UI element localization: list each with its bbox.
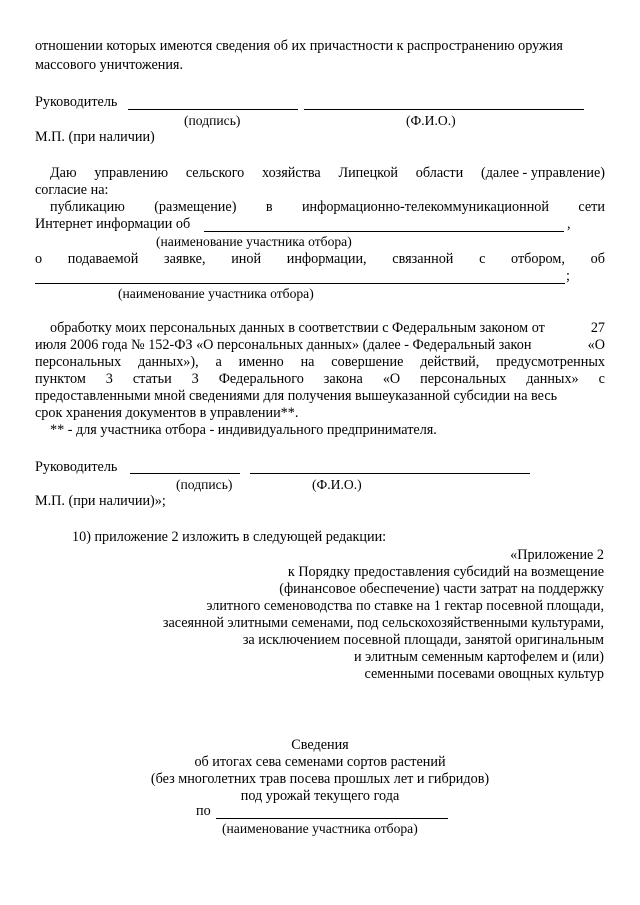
signature-caption-2: (подпись) xyxy=(176,477,233,492)
signature-line xyxy=(128,109,298,110)
personal-data-line-5: предоставленными мной сведениями для получения вышеуказанной субсидии на весь xyxy=(35,388,558,404)
consent-line-2: согласие на: xyxy=(35,182,109,198)
appendix-header-line: к Порядку предоставления субсидий на возмещение xyxy=(287,564,604,580)
appendix-header-line: за исключением посевной площади, занятой оригинальным xyxy=(242,632,604,648)
report-title-line: (без многолетних трав посева прошлых лет и гибридов) xyxy=(150,771,490,787)
participant-caption-1: (наименование участника отбора) xyxy=(156,234,352,249)
amendment-text: 10) приложение 2 изложить в следующей редакции: xyxy=(72,529,387,545)
participant-name-line-3 xyxy=(216,818,448,819)
participant-name-line xyxy=(204,231,564,232)
personal-data-line-1: обработку моих персональных данных в соответствии с Федеральным законом от 27 xyxy=(50,320,605,336)
appendix-header-line: и элитным семенным картофелем и (или) xyxy=(353,649,604,665)
appendix-header-line: «Приложение 2 xyxy=(510,547,604,563)
stamp-note-2: М.П. (при наличии)»; xyxy=(35,493,166,509)
report-title: Сведения xyxy=(291,737,349,753)
continuation-line-2: массового уничтожения. xyxy=(35,57,184,73)
appendix-header-line: семенными посевами овощных культур xyxy=(364,666,604,682)
participant-caption-2: (наименование участника отбора) xyxy=(118,286,314,301)
po-label: по xyxy=(196,803,211,819)
consent-line-1: Даю управлению сельского хозяйства Липецкой области (далее - управление) xyxy=(50,165,605,181)
fio-caption-2: (Ф.И.О.) xyxy=(312,477,362,492)
continuation-line-1: отношении которых имеются сведения об их причастности к распространению оружия xyxy=(35,38,563,54)
consent-line-3: публикацию (размещение) в информационно-телекоммуникационной сети xyxy=(50,199,605,215)
appendix-header-line: (финансовое обеспечение) части затрат на поддержку xyxy=(279,581,604,597)
signature-line-2 xyxy=(130,473,240,474)
head-label: Руководитель xyxy=(35,94,118,110)
signature-caption: (подпись) xyxy=(184,113,241,128)
participant-name-line-2 xyxy=(35,283,565,284)
personal-data-line-4: пунктом 3 статьи 3 Федерального закона «О персональных данных» с xyxy=(35,371,605,387)
report-title-line: об итогах сева семенами сортов растений xyxy=(194,754,446,770)
consent-line-4: Интернет информации об xyxy=(35,216,191,232)
report-title-line: под урожай текущего года xyxy=(240,788,400,804)
appendix-header-line: элитного семеноводства по ставке на 1 гектар посевной площади, xyxy=(206,598,604,614)
participant-caption-3: (наименование участника отбора) xyxy=(222,821,418,836)
stamp-note: М.П. (при наличии) xyxy=(35,129,155,145)
personal-data-line-3: персональных данных»), а именно на совершение действий, предусмотренных xyxy=(35,354,605,370)
fio-line xyxy=(304,109,584,110)
fio-line-2 xyxy=(250,473,530,474)
fio-caption: (Ф.И.О.) xyxy=(406,113,456,128)
appendix-header-line: засеянной элитными семенами, под сельскохозяйственными культурами, xyxy=(162,615,604,631)
footnote: ** - для участника отбора - индивидуального предпринимателя. xyxy=(50,422,437,438)
consent-line-5: о подаваемой заявке, иной информации, связанной с отбором, об xyxy=(35,251,605,267)
head-label-2: Руководитель xyxy=(35,459,118,475)
personal-data-line-2: июля 2006 года № 152-ФЗ «О персональных данных» (далее - Федеральный закон «О xyxy=(35,337,605,353)
personal-data-line-6: срок хранения документов в управлении**. xyxy=(35,405,299,421)
